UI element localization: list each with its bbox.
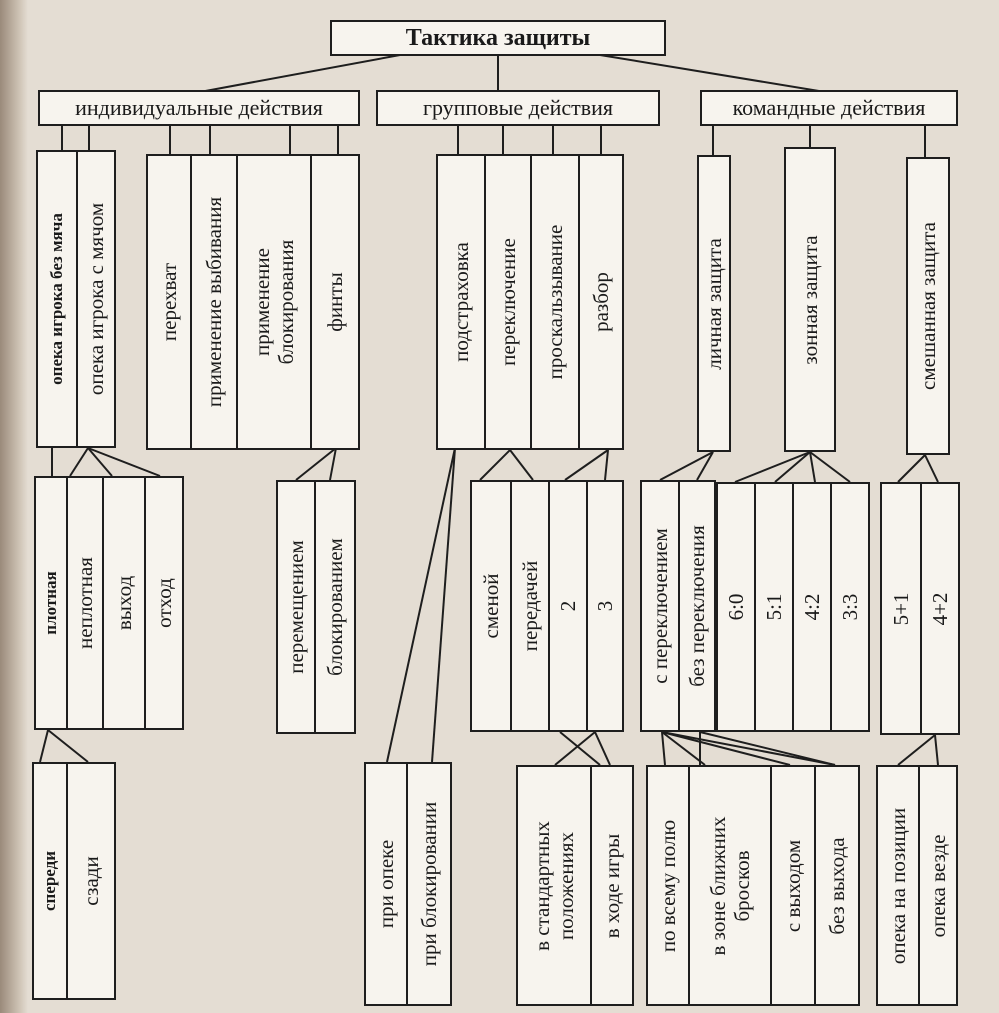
formation-5-plus-1-label: 5+1 [888, 592, 913, 625]
formation-5-1-label: 5:1 [761, 593, 786, 621]
during-game-label: в ходе игры [599, 833, 624, 938]
formation-4-2-label: 4:2 [799, 593, 824, 621]
formation-3-3-label: 3:3 [837, 593, 862, 621]
in-front-label: спереди [40, 850, 60, 912]
by-change-label: сменой [478, 573, 503, 639]
without-exit-label: без выхода [824, 836, 849, 935]
guard-with-ball-label: опека игрока с мячом [83, 202, 108, 396]
group-actions-types-box [436, 154, 624, 450]
position-box [32, 762, 116, 1000]
feints-label: финты [322, 272, 347, 332]
individual-actions-box [38, 90, 360, 126]
with-exit-label: с выходом [780, 839, 805, 932]
guard-without-ball-label: опека игрока без мяча [47, 213, 67, 385]
guard-everywhere-label: опека везде [925, 834, 950, 937]
title-box [330, 20, 666, 56]
close-throws-zone-label: в зоне ближних бросков [705, 815, 754, 956]
three-label: 3 [592, 600, 617, 612]
guard-at-position-label: опека на позиции [885, 807, 910, 964]
by-blocking-label: блокированием [322, 538, 347, 676]
whole-field-label: по всему полю [655, 819, 680, 952]
by-pass-label: передачей [517, 560, 542, 652]
zone-defense-box [784, 147, 836, 452]
loose-label: неплотная [72, 557, 97, 649]
exit-label: выход [111, 575, 136, 631]
switching-types-box [470, 480, 624, 732]
formation-4-plus-2-label: 4+2 [927, 592, 952, 625]
personal-defense-box [697, 155, 731, 452]
group-actions-label: групповые действия [422, 95, 614, 120]
tight-label: плотная [41, 571, 61, 635]
standard-positions-label: в стандартных положениях [529, 820, 578, 951]
sorting-label: разбор [588, 272, 613, 332]
field-coverage-box [646, 765, 860, 1006]
diagram-title: Тактика защиты [405, 24, 591, 51]
two-label: 2 [555, 600, 580, 612]
without-switching-label: без переключения [684, 525, 709, 687]
behind-label: сзади [78, 856, 103, 906]
group-actions-box [376, 90, 660, 126]
zone-defense-label: зонная защита [797, 234, 822, 365]
zone-formations-box [716, 482, 870, 732]
by-movement-label: перемещением [283, 540, 308, 674]
switching-label: переключение [495, 238, 520, 366]
slipping-label: проскальзывание [542, 224, 567, 380]
individual-techniques-box [146, 154, 360, 450]
individual-actions-label: индивидуальные действия [75, 95, 323, 120]
mixed-defense-box [906, 157, 950, 455]
personal-switching-box [640, 480, 716, 732]
mixed-formations-box [880, 482, 960, 735]
when-guarding-label: при опеке [373, 839, 398, 929]
feints-types-box [276, 480, 356, 734]
with-switching-label: с переключением [647, 528, 672, 684]
insurance-label: подстраховка [448, 242, 473, 362]
knocking-out-label: применение выбивания [201, 196, 226, 408]
team-actions-box [700, 90, 958, 126]
density-box [34, 476, 184, 730]
retreat-label: отход [151, 578, 176, 628]
when-blocking-label: при блокировании [416, 801, 441, 967]
conditions-box [516, 765, 634, 1006]
blocking-usage-label: применение блокирования [249, 239, 298, 365]
mixed-guard-box [876, 765, 958, 1006]
formation-6-0-label: 6:0 [723, 593, 748, 621]
interception-label: перехват [156, 262, 181, 342]
team-actions-label: командные действия [732, 95, 926, 120]
personal-defense-label: личная защита [701, 237, 726, 370]
insurance-types-box [364, 762, 452, 1006]
mixed-defense-label: смешанная защита [915, 222, 940, 390]
guarding-box [36, 150, 116, 448]
